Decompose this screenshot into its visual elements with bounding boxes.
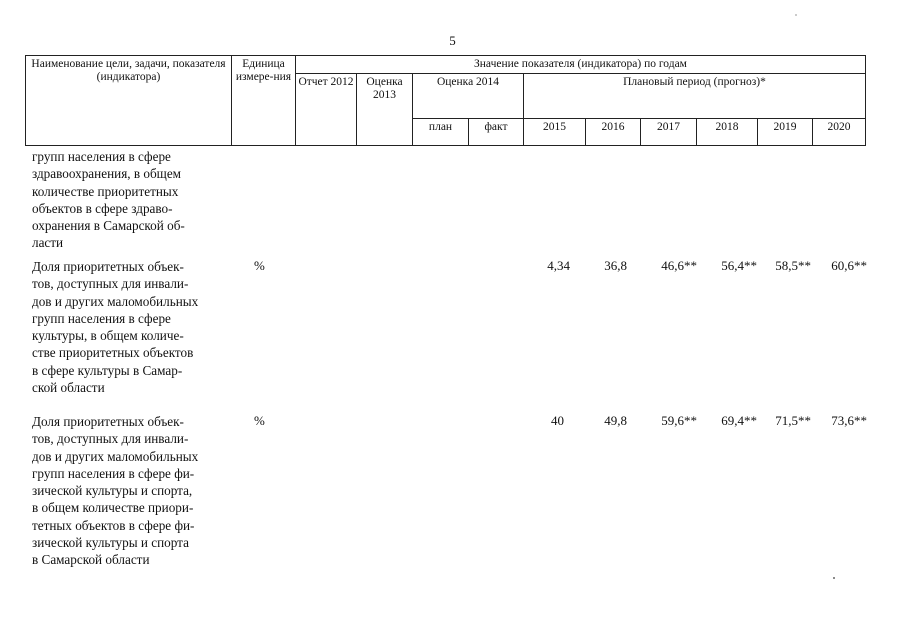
name-line: в Самарской области (32, 552, 150, 568)
value-2019: 58,5** (775, 258, 811, 273)
unit-percent: % (254, 413, 265, 428)
name-line: групп населения в сфере фи- (32, 465, 195, 481)
header-values-by-year: Значение показателя (индикатора) по годам (296, 56, 866, 74)
name-line: дов и других маломобильных (32, 293, 199, 309)
indicator-name-sport (32, 413, 224, 569)
name-line: в общем количестве приори- (32, 500, 194, 516)
value-2017: 59,6** (661, 413, 697, 428)
name-line: групп населения в сфере (32, 149, 171, 164)
value-2015: 4,34 (547, 258, 570, 273)
name-line: здравоохранения, в общем (32, 166, 182, 182)
header-estimate-2013: Оценка 2013 (357, 74, 413, 146)
name-line: тов, доступных для инвали- (32, 431, 189, 447)
value-2016: 36,8 (604, 258, 627, 273)
header-year: 2020 (813, 119, 866, 146)
header-year: 2016 (586, 119, 641, 146)
name-line: культуры, в общем количе- (32, 328, 184, 344)
indicator-name-culture (32, 258, 224, 396)
name-line: Доля приоритетных объек- (32, 259, 184, 274)
value-2015: 40 (551, 413, 564, 428)
value-2019: 71,5** (775, 413, 811, 428)
name-line: Доля приоритетных объек- (32, 414, 184, 429)
header-year: 2019 (758, 119, 813, 146)
header-plan: план (413, 119, 469, 146)
name-line: зической культуры и спорта, (32, 483, 193, 499)
header-unit: Единица измере-ния (232, 56, 296, 146)
header-fact: факт (469, 119, 524, 146)
unit-percent: % (254, 258, 265, 273)
header-name: Наименование цели, задачи, показателя (индикатора) (26, 56, 232, 146)
header-estimate-2014: Оценка 2014 (413, 74, 524, 119)
name-line: охранения в Самарской об- (32, 218, 185, 234)
header-year: 2015 (524, 119, 586, 146)
page-number: 5 (449, 33, 456, 48)
name-line: количестве приоритетных (32, 183, 179, 199)
header-year: 2018 (697, 119, 758, 146)
scan-speck (795, 14, 797, 16)
name-line: дов и других маломобильных (32, 448, 199, 464)
value-2020: 73,6** (831, 413, 867, 428)
header-plan-period: Плановый период (прогноз)* (524, 74, 866, 119)
value-2017: 46,6** (661, 258, 697, 273)
header-report-2012: Отчет 2012 (296, 74, 357, 146)
indicator-table-header (25, 55, 866, 146)
indicator-name-continued (32, 148, 224, 252)
name-line: в сфере культуры в Самар- (32, 362, 183, 378)
name-line: групп населения в сфере (32, 310, 171, 326)
value-2018: 56,4** (721, 258, 757, 273)
name-line: тов, доступных для инвали- (32, 276, 189, 292)
name-line: ласти (32, 235, 64, 251)
value-2018: 69,4** (721, 413, 757, 428)
name-line: ской области (32, 380, 105, 396)
name-line: объектов в сфере здраво- (32, 200, 173, 216)
name-line: зической культуры и спорта (32, 535, 189, 551)
scan-speck (833, 577, 835, 579)
value-2020: 60,6** (831, 258, 867, 273)
name-line: стве приоритетных объектов (32, 345, 194, 361)
name-line: тетных объектов в сфере фи- (32, 517, 195, 533)
value-2016: 49,8 (604, 413, 627, 428)
header-year: 2017 (641, 119, 697, 146)
